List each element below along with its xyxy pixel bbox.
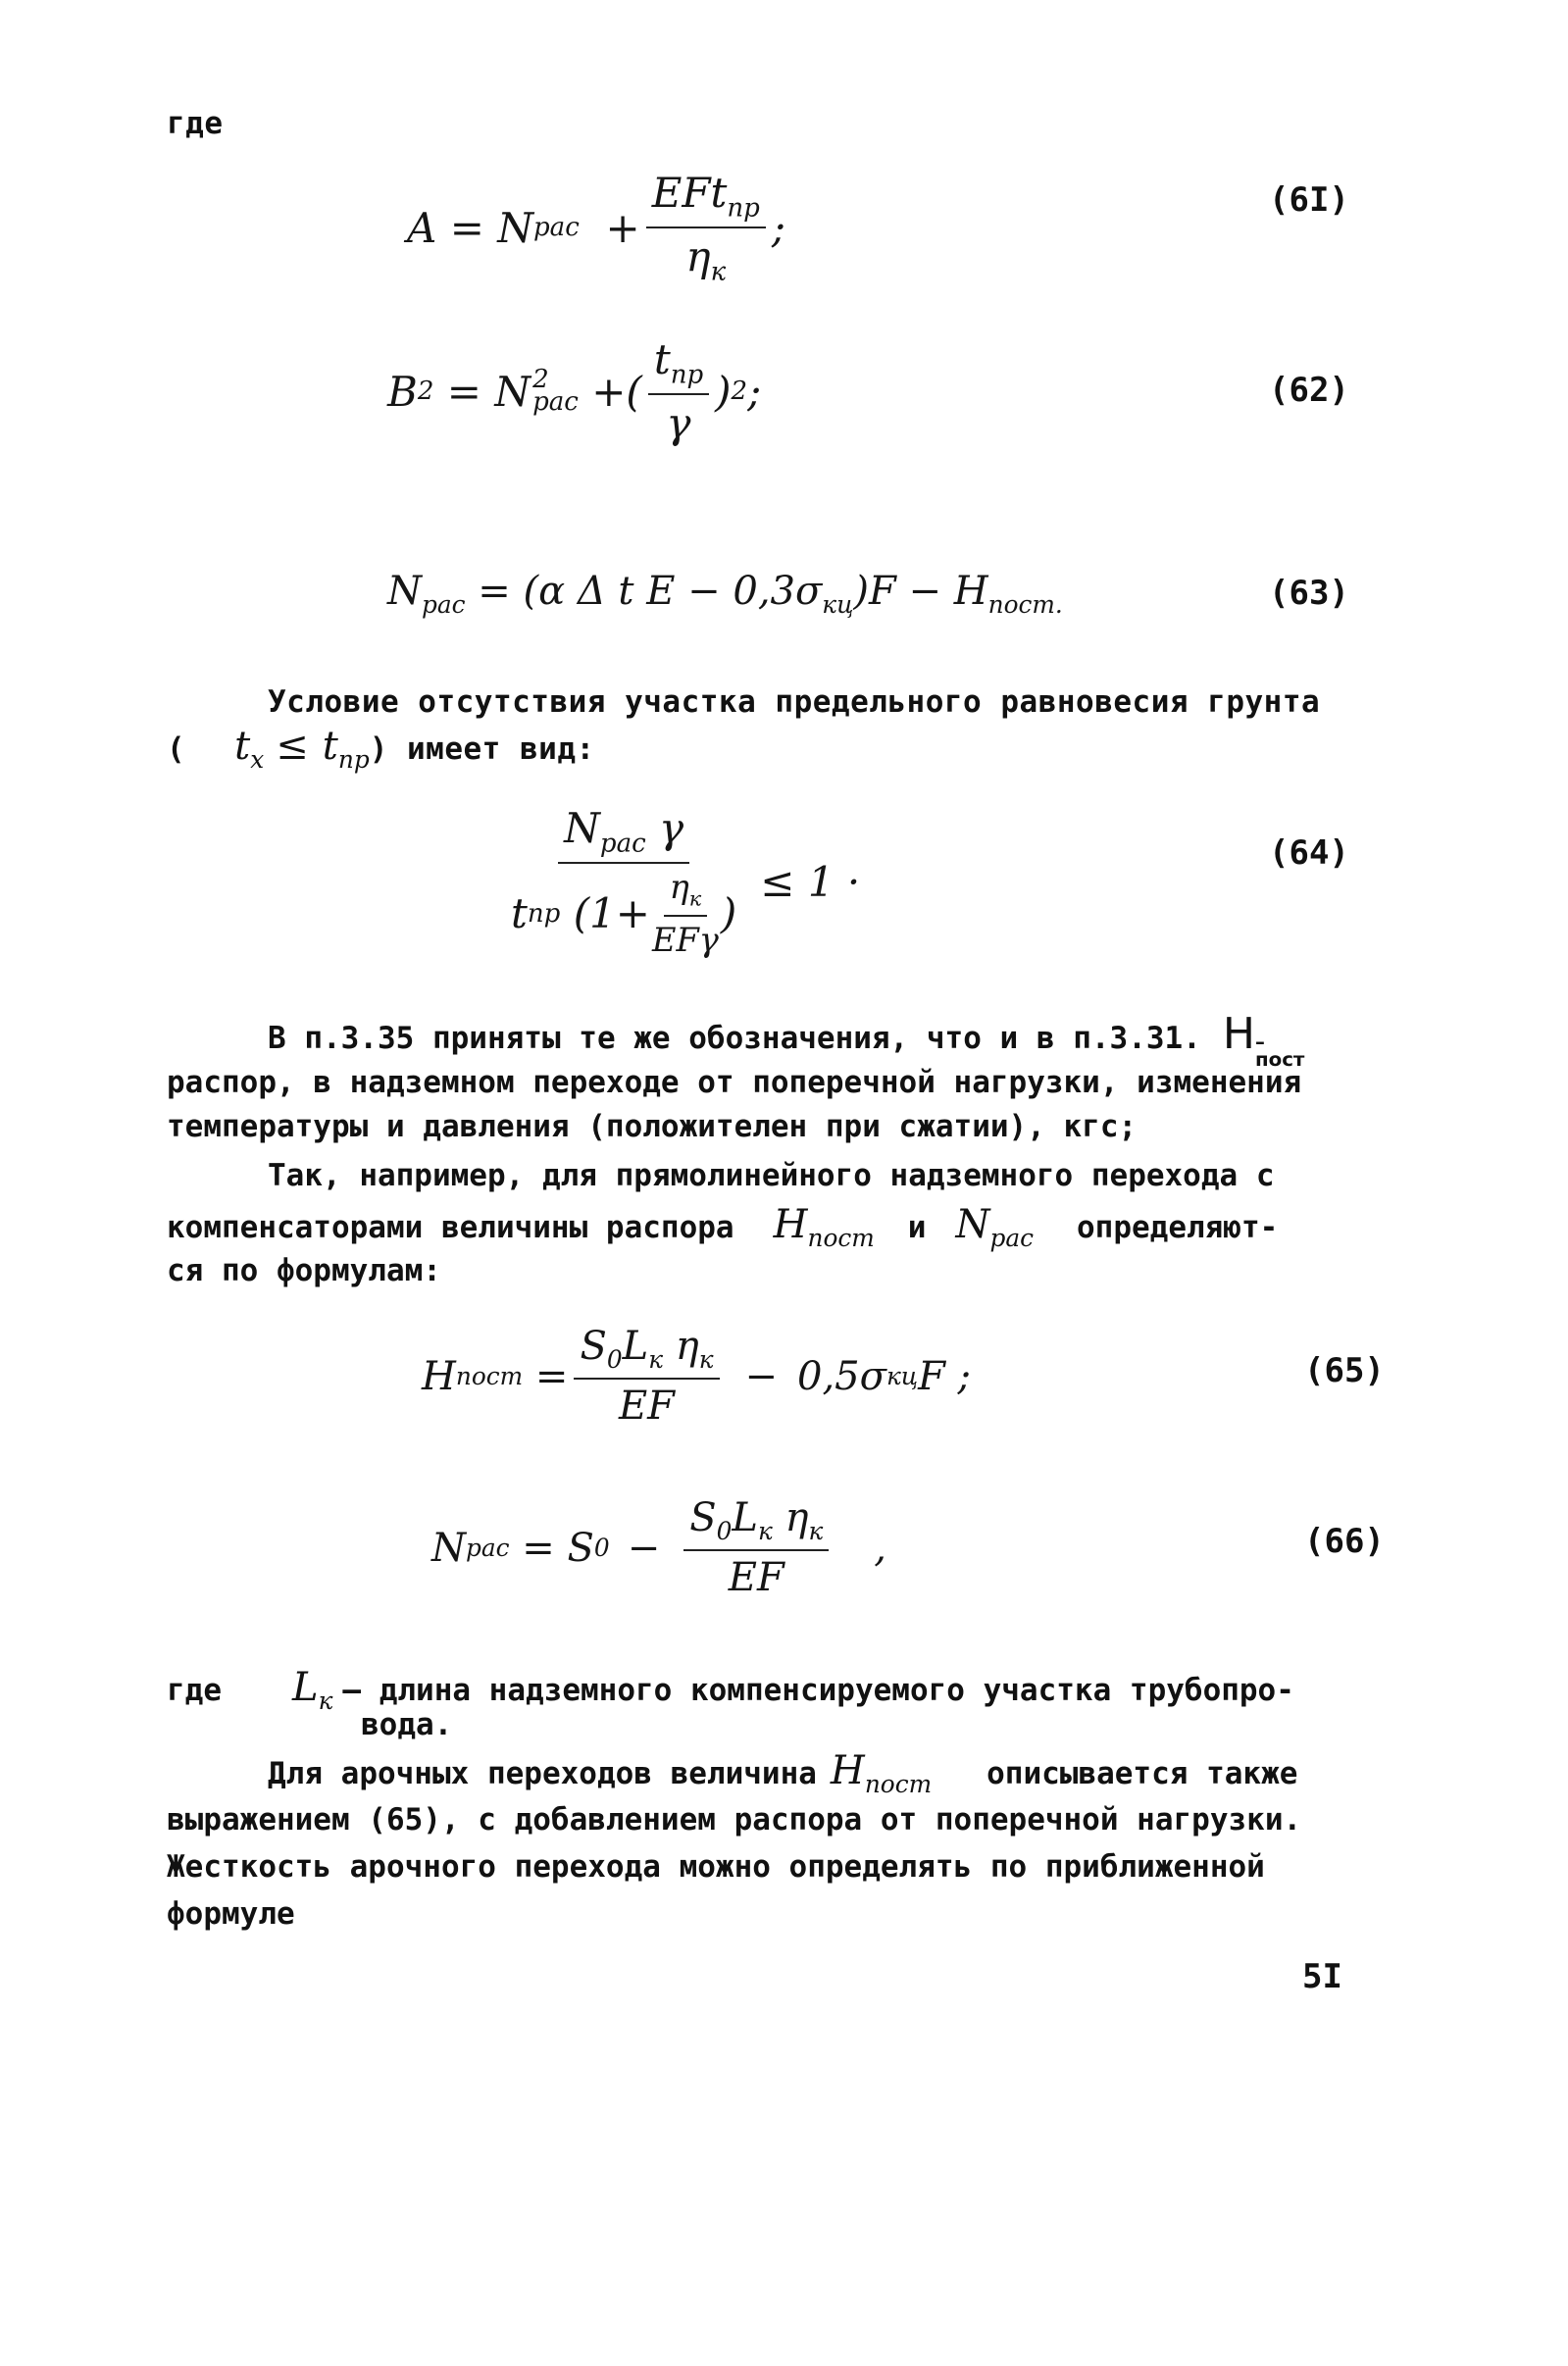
page-number: 5I <box>1302 1957 1342 1996</box>
paragraph-arch-line-2: выражением (65), с добавлением распора от поперечной нагрузки. <box>167 1802 1302 1837</box>
equation-62-number: (62) <box>1269 371 1349 410</box>
paragraph-example-line-2: компенсаторами величины распора $H_{пост}$ и $N_{рас}$ определяют- <box>167 1202 1279 1252</box>
condition-line-1: Условие отсутствия участка предельного равновесия грунта <box>268 684 1321 720</box>
where-Lk-line-1: где $L_к$ – длина надземного компенсируемого участка трубопро- <box>167 1665 1294 1715</box>
equation-61-number: (6I) <box>1269 180 1349 220</box>
paragraph-arch-line-1: Для арочных переходов величина $H_{пост}$ описывается также <box>268 1748 1298 1798</box>
paragraph-3-35: В п.3.35 приняты те же обозначения, что и в п.3.31. H – пост <box>268 1009 1305 1071</box>
equation-66: N рас = S 0 − $\frac{S_0L_к \eta_к}{EF}$ , <box>431 1495 886 1600</box>
equation-63-number: (63) <box>1269 574 1349 613</box>
paragraph-example-line-3: ся по формулам: <box>167 1253 441 1288</box>
equation-64-number: (64) <box>1269 833 1349 873</box>
where-Lk-line-2: вода. <box>361 1707 453 1742</box>
paragraph-arch-line-3: Жесткость арочного перехода можно определять по приближенной <box>167 1849 1265 1885</box>
where-word: где <box>167 106 224 141</box>
equation-65: H пост = $\frac{S_0L_к \eta_к}{EF}$ − 0,5σ кц F ; <box>422 1324 972 1429</box>
equation-63: $N_{рас} = (\alpha$ Δ t $E - 0,3\sigma_{кц})F - H_{пост.}$ <box>387 569 1063 619</box>
condition-line-2: ( $t_x$ ≤ $t_{пр}$ ) имеет вид: <box>167 724 595 774</box>
equation-66-number: (66) <box>1304 1522 1385 1561</box>
paragraph-arch-line-4: формуле <box>167 1896 295 1932</box>
equation-65-number: (65) <box>1304 1351 1385 1390</box>
paragraph-example-line-1: Так, например, для прямолинейного надземного перехода с <box>268 1158 1275 1193</box>
paragraph-3-35-line-3: температуры и давления (положителен при сжатии), кгс; <box>167 1109 1138 1144</box>
equation-61: A = N рас + $\frac{EFt_{пр}}{\eta_к}$ ; <box>407 169 785 287</box>
equation-64: $N_{рас}$ γ t пр (1+ $\frac{\eta_к}{\text{EFγ}}$ ) ≤ 1 · <box>511 804 861 960</box>
paragraph-3-35-line-2: распор, в надземном переходе от поперечной нагрузки, изменения <box>167 1065 1302 1100</box>
equation-62: B 2 = N 2 рас +( $\frac{t_{пр}}{\gamma}$ ) 2 ; <box>387 335 762 448</box>
